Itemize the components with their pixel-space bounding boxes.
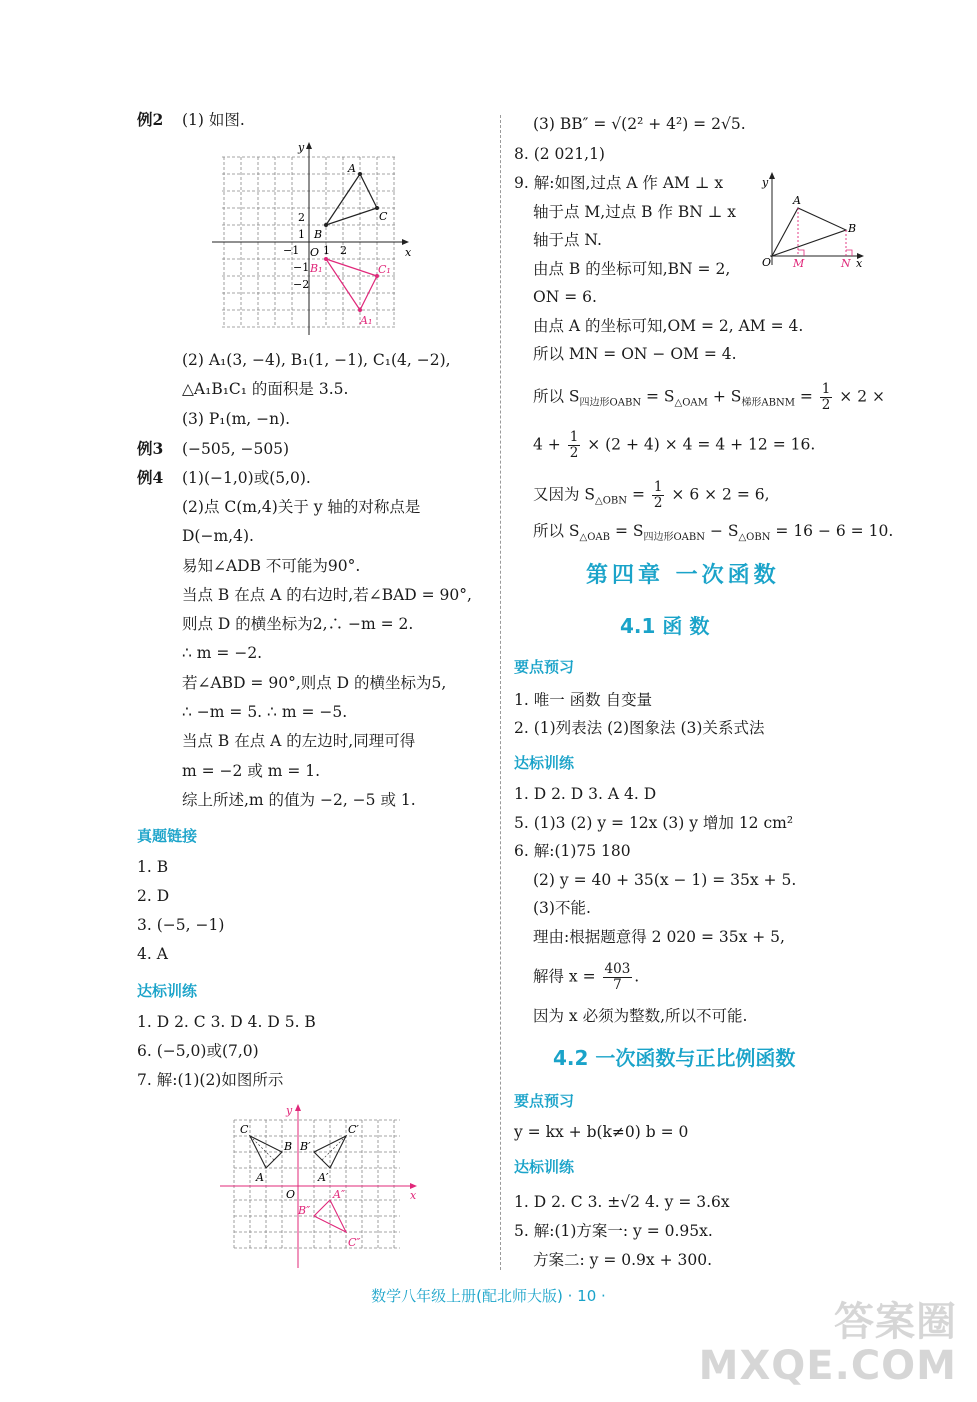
point-A: A	[793, 194, 801, 207]
column-divider	[500, 115, 501, 1270]
y-axis-label: y	[762, 176, 769, 189]
answer-9-line: 由点 B 的坐标可知,BN = 2,	[533, 260, 731, 278]
dabiao-item: 7. 解:(1)(2)如图所示	[137, 1071, 284, 1089]
zhenti-item: 2. D	[137, 887, 170, 905]
answer-9-line: ON = 6.	[533, 288, 597, 306]
example-4-line: (2)点 C(m,4)关于 y 轴的对称点是	[182, 498, 421, 516]
heading-dabiao-1: 达标训练	[514, 754, 575, 772]
area-line-4: 所以 $S_{\triangle OAB} = S_{四边形OABN} - S_{\triangle OBN} = 16 - 6 = 10$.	[533, 522, 894, 544]
page-footer: 数学八年级上册(配北师大版) · 10 ·	[371, 1287, 606, 1305]
area-line-1: 所以 $S_{四边形OABN} = S_{\triangle OAM} + S_{梯形ABNM}$ = $\frac{1}{2}$ × 2 ×	[533, 381, 885, 413]
point-C-prime: C′	[348, 1123, 359, 1136]
fraction-half: $\frac{1}{2}$	[569, 429, 579, 461]
zhenti-item: 3. (−5, −1)	[137, 916, 225, 934]
heading-yaodian-2: 要点预习	[514, 1092, 575, 1110]
tick-x-1: 1	[323, 244, 330, 257]
example-4-label: 例4	[137, 468, 164, 487]
point-A-double-prime: A″	[333, 1188, 346, 1201]
area-line-2: 4 + $\frac{1}{2}$ × (2 + 4) × 4 = 4 + 12 = 16.	[533, 429, 816, 461]
answer-9-line: 轴于点 M,过点 B 作 BN ⊥ x	[533, 203, 737, 221]
answer-9-line: 所以 MN = ON − OM = 4.	[533, 345, 737, 363]
point-C-double-prime: C″	[348, 1236, 361, 1249]
point-O: O	[762, 256, 772, 269]
example-4-line: ∴ −m = 5. ∴ m = −5.	[182, 703, 348, 721]
tick-y-2: 2	[298, 211, 305, 224]
dabiao-item: 方案二: y = 0.9x + 300.	[533, 1251, 712, 1269]
example-4-line: m = −2 或 m = 1.	[182, 762, 321, 780]
tick-x-2: 2	[340, 244, 347, 257]
graph-question-9	[760, 170, 870, 270]
fraction-half: $\frac{1}{2}$	[653, 479, 663, 511]
point-C: C	[379, 210, 388, 223]
chapter-title: 第四章 一次函数	[586, 563, 780, 588]
point-N: N	[841, 257, 851, 270]
answer-9-line: 轴于点 N.	[533, 231, 602, 249]
point-A: A	[348, 162, 356, 175]
x-axis-label: x	[405, 246, 412, 259]
x-axis-label: x	[410, 1189, 417, 1202]
yaodian-item: 2. (1)列表法 (2)图象法 (3)关系式法	[514, 719, 765, 737]
dabiao-item: 1. D 2. C 3. ±√2 4. y = 3.6x	[514, 1193, 730, 1211]
example-4-line: ∴ m = −2.	[182, 644, 263, 662]
solve-x-line: 解得 x = $\frac{403}{7}$ .	[533, 961, 640, 993]
example-2-part2: (2) A₁(3, −4), B₁(1, −1), C₁(4, −2),	[182, 351, 451, 369]
area-line-3: 又因为 $S_{\triangle OBN}$ = $\frac{1}{2}$ × 6 × 2 = 6,	[533, 479, 770, 511]
point-M: M	[793, 257, 805, 270]
y-axis-label: y	[298, 141, 305, 154]
zhenti-item: 1. B	[137, 858, 169, 876]
origin-label: O	[286, 1188, 296, 1201]
dabiao-item: 5. (1)3 (2) y = 12x (3) y 增加 12 cm²	[514, 814, 794, 832]
example-2-part3: (3) P₁(m, −n).	[182, 410, 291, 428]
heading-yaodian-1: 要点预习	[514, 658, 575, 676]
dabiao-item: 1. D 2. C 3. D 4. D 5. B	[137, 1013, 316, 1031]
example-4-line: 易知∠ADB 不可能为90°.	[182, 557, 361, 575]
example-4-line: 若∠ABD = 90°,则点 D 的横坐标为5,	[182, 674, 447, 692]
example-2-label: 例2	[137, 110, 164, 129]
answer-9-line: 9. 解:如图,过点 A 作 AM ⊥ x	[514, 174, 724, 192]
example-4-line: 综上所述,m 的值为 −2, −5 或 1.	[182, 791, 416, 809]
tick-y-1: 1	[298, 228, 305, 241]
tick-x-neg1: −1	[283, 244, 300, 257]
fraction-403-7: $\frac{403}{7}$	[604, 961, 631, 993]
example-2-part1: (1) 如图.	[182, 111, 245, 129]
dabiao-item: 1. D 2. D 3. A 4. D	[514, 785, 657, 803]
answer-8: 8. (2 021,1)	[514, 145, 605, 163]
point-A-prime: A′	[318, 1171, 329, 1184]
point-A1: A₁	[360, 314, 373, 327]
x-axis-label: x	[856, 257, 863, 270]
point-C1: C₁	[378, 263, 391, 276]
point-B-double-prime: B″	[298, 1204, 311, 1217]
heading-dabiao-left: 达标训练	[137, 982, 198, 1000]
point-A: A	[256, 1171, 264, 1184]
origin-label: O	[310, 246, 320, 259]
example-4-line: 当点 B 在点 A 的右边时,若∠BAD = 90°,	[182, 586, 472, 604]
yaodian-item: y = kx + b(k≠0) b = 0	[514, 1123, 689, 1141]
point-B: B	[314, 228, 323, 241]
dabiao-item: 理由:根据题意得 2 020 = 35x + 5,	[533, 928, 785, 946]
watermark: 答案圈 MXQE.COM	[698, 1299, 957, 1389]
answer-9-line: 由点 A 的坐标可知,OM = 2, AM = 4.	[533, 317, 804, 335]
answer-bb-distance: (3) BB″ = √(2² + 4²) = 2√5.	[533, 115, 746, 133]
heading-dabiao-2: 达标训练	[514, 1158, 575, 1176]
conclusion-line: 因为 x 必须为整数,所以不可能.	[533, 1007, 748, 1025]
zhenti-item: 4. A	[137, 945, 168, 963]
point-B1: B₁	[310, 262, 323, 275]
point-B: B	[284, 1140, 293, 1153]
dabiao-item: 5. 解:(1)方案一: y = 0.95x.	[514, 1222, 713, 1240]
point-C: C	[240, 1123, 249, 1136]
example-4-line: 则点 D 的横坐标为2,∴ −m = 2.	[182, 615, 414, 633]
dabiao-item: (2) y = 40 + 35(x − 1) = 35x + 5.	[533, 871, 797, 889]
dabiao-item: 6. (−5,0)或(7,0)	[137, 1042, 259, 1060]
example-2-area: △A₁B₁C₁ 的面积是 3.5.	[182, 380, 349, 398]
tick-y-neg2: −2	[293, 278, 310, 291]
example-3-label: 例3	[137, 439, 164, 458]
point-B: B	[848, 222, 857, 235]
section-4-1-title: 4.1 函 数	[620, 614, 710, 638]
y-axis-label: y	[286, 1104, 293, 1117]
dabiao-item: (3)不能.	[533, 899, 591, 917]
fraction-half: $\frac{1}{2}$	[821, 381, 831, 413]
heading-zhenti: 真题链接	[137, 827, 198, 845]
dabiao-item: 6. 解:(1)75 180	[514, 842, 631, 860]
graph-example-2	[210, 140, 420, 335]
example-4-line: 当点 B 在点 A 的左边时,同理可得	[182, 732, 416, 750]
example-4-line: D(−m,4).	[182, 527, 254, 545]
graph-question-7	[218, 1100, 423, 1270]
point-B-prime: B′	[300, 1140, 311, 1153]
section-4-2-title: 4.2 一次函数与正比例函数	[553, 1046, 796, 1070]
example-4-line: (1)(−1,0)或(5,0).	[182, 469, 311, 487]
tick-y-neg1: −1	[293, 261, 310, 274]
example-3-answer: (−505, −505)	[182, 440, 290, 458]
yaodian-item: 1. 唯一 函数 自变量	[514, 691, 653, 709]
